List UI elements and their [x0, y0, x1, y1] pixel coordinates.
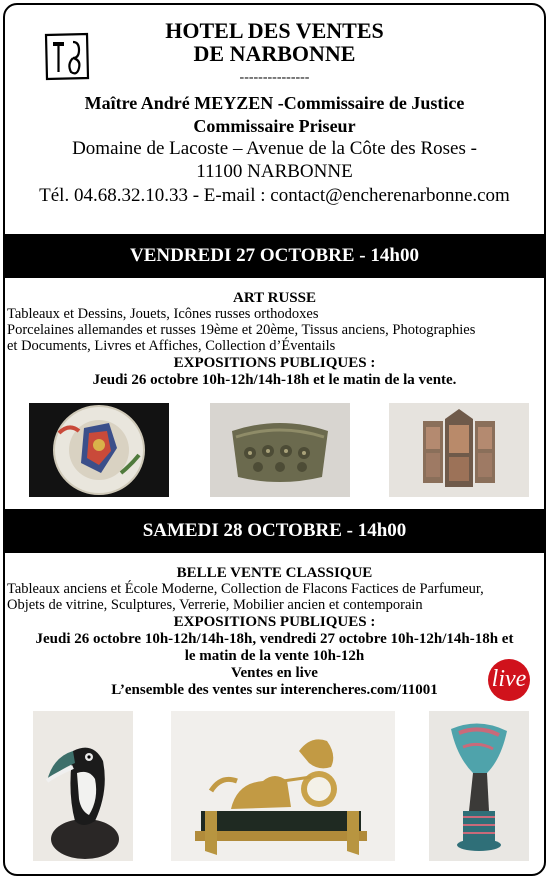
sale2-title: BELLE VENTE CLASSIQUE [176, 565, 373, 581]
poster-frame [3, 3, 546, 876]
sale2-banner: SAMEDI 28 OCTOBRE - 14h00 [5, 509, 544, 553]
separator: --------------- [239, 70, 310, 85]
sale2-items-line-2: Objets de vitrine, Sculptures, Verrerie, Mobilier ancien et contemporain [7, 597, 423, 613]
sale2-items-line-1: Tableaux anciens et École Moderne, Collection de Flacons Factices de Parfumeur, [7, 581, 484, 597]
sale2-expo-line-1: Jeudi 26 octobre 10h-12h/14h-18h, vendredi 27 octobre 10h-12h/14h-18h et [35, 631, 514, 647]
sale1-banner: VENDREDI 27 OCTOBRE - 14h00 [5, 234, 544, 278]
address-line-1: Domaine de Lacoste – Avenue de la Côte des Roses - [72, 138, 477, 159]
photo-glass-vase [429, 711, 529, 861]
sale2-items [7, 581, 546, 613]
photo-jeweled-crown [210, 403, 350, 497]
sale1-items-line-2: Porcelaines allemandes et russes 19ème et 20ème, Tissus anciens, Photographies [7, 322, 476, 338]
photo-porcelain-plate [29, 403, 169, 497]
live-badge-icon[interactable]: live [488, 659, 530, 701]
sale1-items-line-1: Tableaux et Dessins, Jouets, Icônes russes orthodoxes [7, 306, 319, 322]
sale1-items [7, 306, 546, 354]
sale1-items-line-3: et Documents, Livres et Affiches, Collection d’Éventails [7, 338, 336, 354]
photo-bronze-chariot-clock [171, 711, 395, 861]
title-line-2: DE NARBONNE [193, 41, 356, 66]
all-sales-link[interactable]: L’ensemble des ventes sur interencheres.com/11001 [111, 682, 438, 698]
sale1-title: ART RUSSE [233, 290, 316, 306]
live-sales-label: Ventes en live [231, 665, 318, 681]
title-line-1: HOTEL DES VENTES [165, 18, 384, 43]
sale1-expo-dates: Jeudi 26 octobre 10h-12h/14h-18h et le matin de la vente. [92, 372, 457, 388]
auctioneer-name: Maître André MEYZEN -Commissaire de Justice [84, 93, 465, 113]
address-line-2: 11100 NARBONNE [196, 161, 353, 182]
auctioneer-role: Commissaire Priseur [193, 116, 356, 136]
photo-icon-triptych [389, 403, 529, 497]
sale1-expo-title: EXPOSITIONS PUBLIQUES : [173, 355, 376, 371]
contact-line: Tél. 04.68.32.10.33 - E-mail : contact@encherenarbonne.com [39, 185, 510, 206]
sale2-expo-line-2: le matin de la vente 10h-12h [184, 648, 365, 664]
photo-toucan-sculpture [33, 711, 133, 861]
sale2-expo-title: EXPOSITIONS PUBLIQUES : [173, 614, 376, 630]
